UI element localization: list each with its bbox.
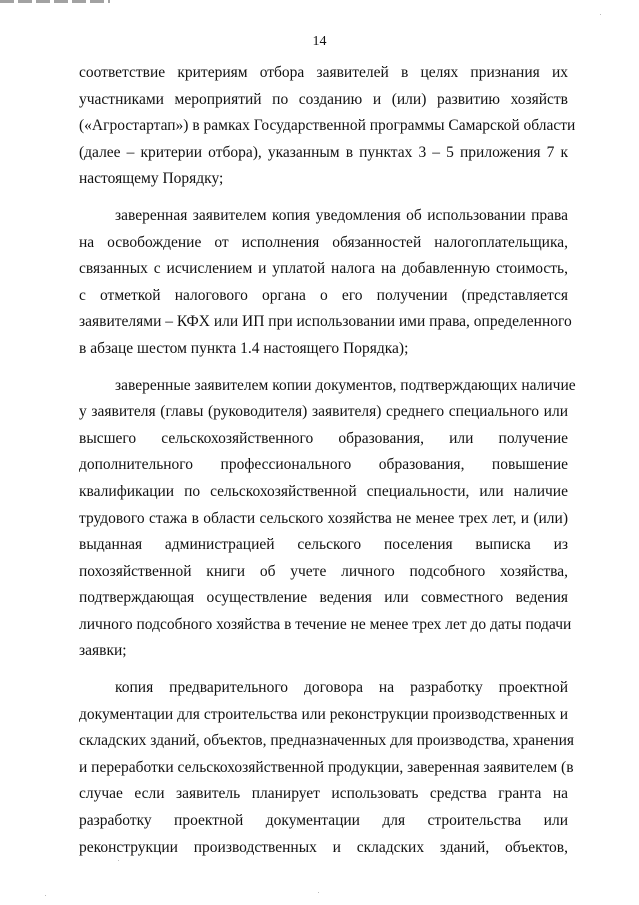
text-line: заверенная заявителем копия уведомления об использовании права: [115, 206, 568, 224]
text-line: с отметкой налогового органа о его получении (представляется: [79, 286, 568, 304]
text-line: («Агростартап») в рамках Государственной программы Самарской области: [79, 117, 576, 135]
text-line: заявителями – КФХ или ИП при использовании ими права, определенного: [79, 313, 572, 331]
text-line: высшего сельскохозяйственного образования, или получение: [79, 429, 568, 447]
text-line: складских зданий, объектов, предназначенных для производства, хранения: [79, 732, 575, 750]
scan-speck: [45, 895, 46, 896]
text-line: у заявителя (главы (руководителя) заявителя) среднего специального или: [79, 403, 568, 421]
text-line: случае если заявитель планирует использовать средства гранта на: [79, 785, 568, 803]
text-line: трудового стажа в области сельского хозяйства не менее трех лет, и (или): [79, 509, 568, 527]
text-line: и переработки сельскохозяйственной продукции, заверенная заявителем (в: [79, 758, 574, 776]
text-line: на освобождение от исполнения обязанностей налогоплательщика,: [79, 233, 568, 251]
text-line: в абзаце шестом пункта 1.4 настоящего Порядка);: [79, 339, 409, 357]
text-line: документации для строительства или реконструкции производственных и: [79, 705, 568, 723]
text-line: заявки;: [79, 642, 127, 660]
text-line: выданная администрацией сельского поселения выписка из: [79, 536, 568, 554]
text-line: личного подсобного хозяйства в течение не менее трех лет до даты подачи: [79, 615, 572, 633]
scan-speck: [600, 14, 601, 15]
text-line: настоящему Порядку;: [79, 170, 224, 188]
text-line: подтверждающая осуществление ведения или совместного ведения: [79, 589, 568, 607]
text-line: квалификации по сельскохозяйственной специальности, или наличие: [79, 482, 568, 500]
text-line: участниками мероприятий по созданию и (или) развитию хозяйств: [79, 90, 568, 108]
document-body: [79, 60, 576, 861]
text-line: копия предварительного договора на разработку проектной: [115, 679, 568, 697]
paragraph: [79, 60, 576, 193]
text-line: соответствие критериям отбора заявителей в целях признания их: [79, 64, 568, 81]
paragraph: [79, 373, 576, 666]
paragraph: [79, 203, 572, 363]
text-line: дополнительного профессионального образования, повышение: [79, 456, 568, 474]
scan-speck: [118, 860, 119, 861]
text-line: реконструкции производственных и складских зданий, объектов,: [79, 838, 568, 856]
text-line: похозяйственной книги об учете личного подсобного хозяйства,: [79, 562, 568, 580]
paragraph: [79, 675, 575, 861]
text-line: (далее – критерии отбора), указанным в пунктах 3 – 5 приложения 7 к: [79, 143, 568, 161]
page-number: 14: [312, 34, 327, 49]
text-line: связанных с исчислением и уплатой налога на добавленную стоимость,: [79, 260, 568, 278]
text-line: заверенные заявителем копии документов, подтверждающих наличие: [115, 376, 576, 394]
scan-artifact: [0, 0, 110, 3]
text-line: разработку проектной документации для строительства или: [79, 812, 568, 830]
scan-speck: [318, 892, 319, 893]
